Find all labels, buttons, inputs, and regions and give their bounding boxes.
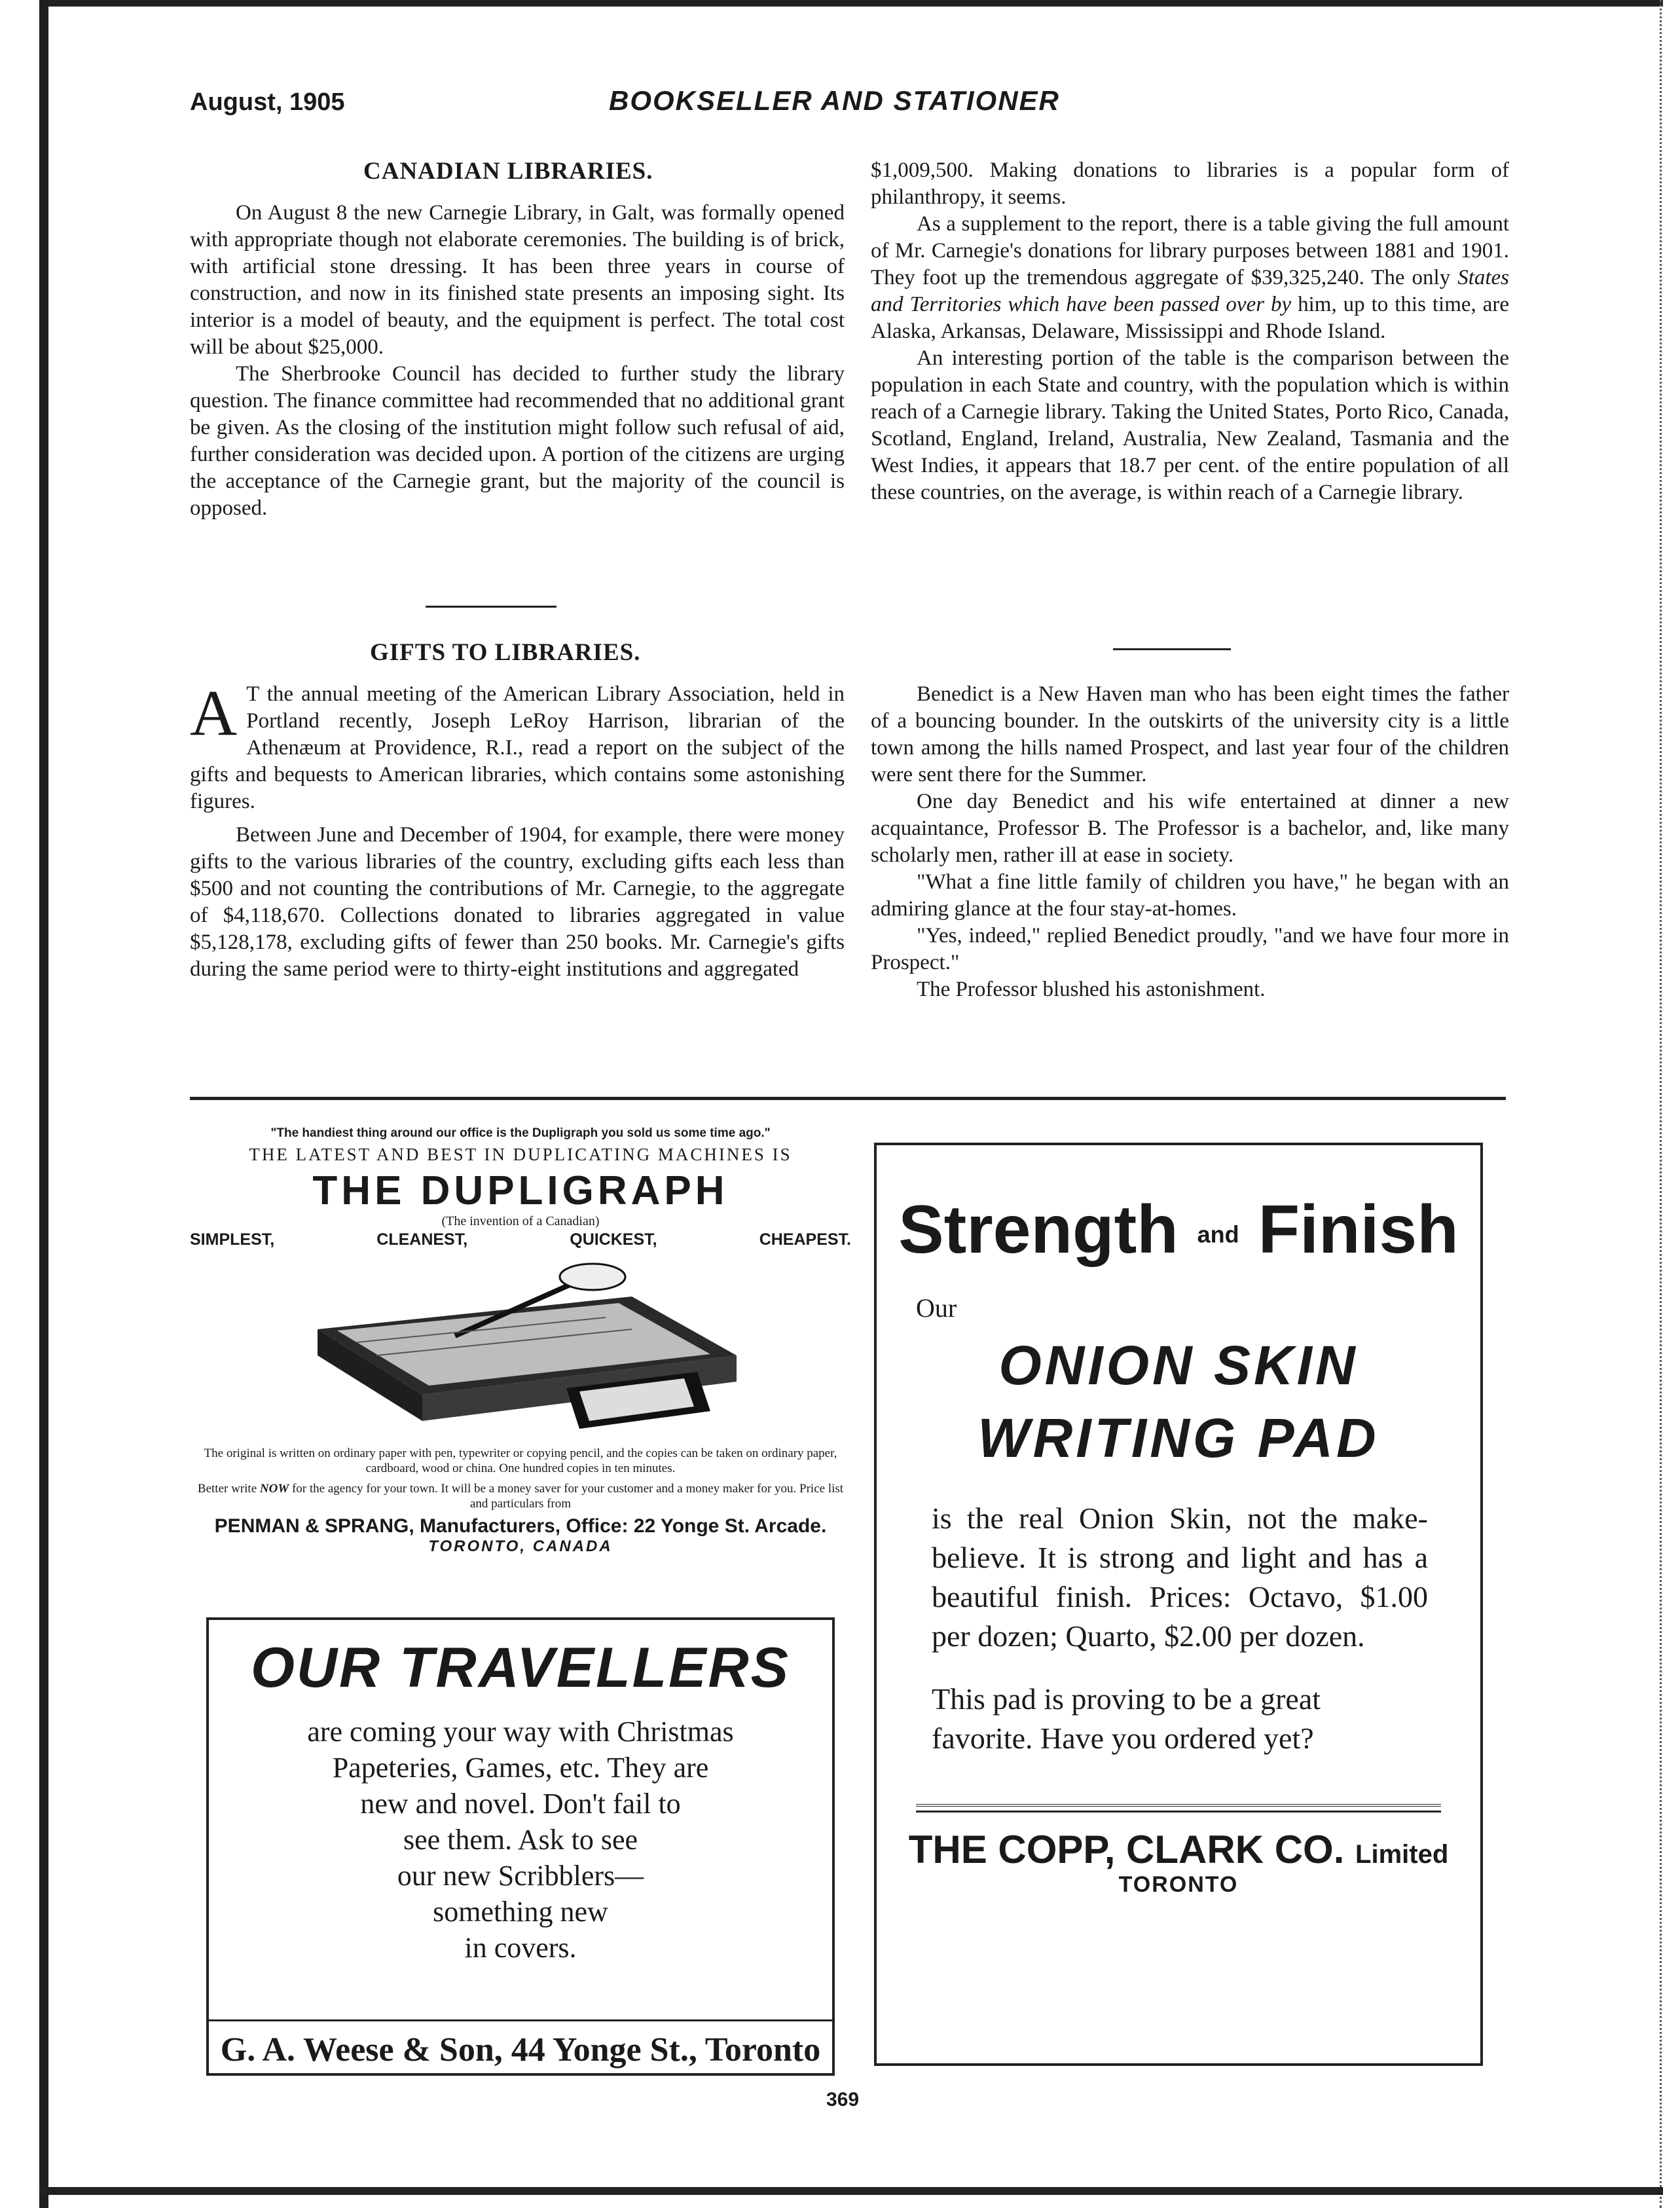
article-continued bbox=[871, 157, 1509, 506]
italic-text: States and Territories which have been passed over by bbox=[871, 266, 1510, 316]
duplicating-machine-illustration bbox=[291, 1257, 750, 1441]
paragraph-text: T the annual meeting of the American Library Association, held in Portland recently, Joseph LeRoy Harrison, librarian of the Athenæum at Providence, R.I., read a report on the subject of the gifts and bequests to American libraries, which contains some astonishing figures. bbox=[190, 682, 845, 813]
ad-rule bbox=[916, 1804, 1441, 1812]
paragraph: $1,009,500. Making donations to libraries is a popular form of philanthropy, it seems. bbox=[871, 158, 1509, 209]
paragraph bbox=[190, 676, 845, 815]
paragraph-text: him, up to this time, are Alaska, Arkansas, Delaware, Mississippi and Rhode Island. bbox=[871, 293, 1509, 343]
ad-subtitle: (The invention of a Canadian) bbox=[441, 1214, 600, 1228]
headline-word: Finish bbox=[1258, 1192, 1459, 1268]
ad-title: THE DUPLIGRAPH bbox=[312, 1168, 729, 1213]
ad-advertiser: G. A. Weese & Son, 44 Yonge St., Toronto bbox=[209, 2019, 832, 2069]
paragraph: Benedict is a New Haven man who has been eight times the father of a bouncing bounder. In the outskirts of the university city is a little town among the hills named Prospect, and last year four of the children were sent there for the Summer. bbox=[871, 682, 1509, 786]
ad-line: new and novel. Don't fail to bbox=[360, 1788, 681, 1820]
feature-word: CHEAPEST. bbox=[759, 1230, 851, 1249]
ad-line: Papeteries, Games, etc. They are bbox=[332, 1752, 709, 1784]
ad-line: are coming your way with Christmas bbox=[307, 1716, 734, 1748]
ad-description: The original is written on ordinary paper with pen, typewriter or copying pencil, and the copies can be taken on ordinary paper, cardboard, wood or china. One hundred copies in ten minutes. bbox=[204, 1446, 837, 1475]
ad-our-travellers bbox=[206, 1617, 835, 2076]
heading-gifts-to-libraries: GIFTS TO LIBRARIES. bbox=[370, 639, 641, 666]
ad-line: something new bbox=[433, 1896, 608, 1928]
ad-offer-text: for the agency for your town. It will be a money saver for your customer and a money maker for you. Price list and particulars from bbox=[291, 1482, 844, 1511]
article-gifts-to-libraries bbox=[190, 676, 845, 983]
ad-intro: Our bbox=[916, 1293, 957, 1323]
page-edge-left bbox=[39, 0, 48, 2208]
section-rule bbox=[426, 606, 557, 608]
ad-body bbox=[209, 1714, 832, 1966]
ad-features bbox=[190, 1230, 851, 1249]
section-rule bbox=[1113, 648, 1231, 650]
ad-headline bbox=[877, 1191, 1480, 1269]
ad-dupligraph bbox=[190, 1126, 851, 1556]
ad-company bbox=[877, 1827, 1480, 1872]
ad-manufacturer: PENMAN & SPRANG, Manufacturers, Office: 22 Yonge St. Arcade. bbox=[214, 1515, 827, 1537]
paragraph: "Yes, indeed," replied Benedict proudly, "and we have four more in Prospect." bbox=[871, 924, 1509, 974]
drop-cap: A bbox=[190, 676, 238, 749]
running-header-title: BOOKSELLER AND STATIONER bbox=[609, 85, 1060, 116]
page-edge-bottom bbox=[39, 2187, 1663, 2195]
advertisement-divider bbox=[190, 1097, 1506, 1100]
article-benedict bbox=[871, 681, 1509, 1003]
page-edge-top bbox=[39, 0, 1663, 7]
feature-word: QUICKEST, bbox=[570, 1230, 657, 1249]
page-number: 369 bbox=[826, 2089, 860, 2110]
paragraph: Between June and December of 1904, for example, there were money gifts to the various libraries of the country, excluding gifts each less than $500 and not counting the contributions of Mr. Carnegie, to the aggregate of $4,118,670. Collections donated to libraries aggregated in value $5,128,178, excluding gifts of fewer than 250 books. Mr. Carnegie's gifts during the same period were to thirty-eight institutions and aggregated bbox=[190, 823, 845, 981]
ad-body: This pad is proving to be a great favorite. Have you ordered yet? bbox=[932, 1682, 1321, 1755]
ad-line: in covers. bbox=[464, 1932, 577, 1964]
paragraph: One day Benedict and his wife entertained at dinner a new acquaintance, Professor B. The Professor is a bachelor, and, like many scholarly men, rather ill at ease in society. bbox=[871, 790, 1509, 867]
headline-word: Strength bbox=[898, 1192, 1178, 1268]
article-canadian-libraries bbox=[190, 200, 845, 522]
ad-offer-text: Better write bbox=[197, 1482, 257, 1496]
ad-body: is the real Onion Skin, not the make-believe. It is strong and light and has a beautiful finish. Prices: Octavo, $1.00 per dozen; Quarto, $2.00 per dozen. bbox=[932, 1501, 1428, 1653]
ad-line: our new Scribblers— bbox=[397, 1860, 644, 1892]
running-header-date: August, 1905 bbox=[190, 88, 345, 116]
ad-city: TORONTO bbox=[1118, 1872, 1239, 1897]
page-edge-right bbox=[1660, 0, 1662, 2208]
ad-quote: "The handiest thing around our office is the Dupligraph you sold us some time ago." bbox=[270, 1126, 771, 1140]
paragraph: "What a fine little family of children you have," he began with an admiring glance at the four stay-at-homes. bbox=[871, 870, 1509, 921]
paragraph: On August 8 the new Carnegie Library, in Galt, was formally opened with appropriate though not elaborate ceremonies. The building is of brick, with artificial stone dressing. It has been three years in course of construction, and now in its finished state presents an imposing sight. Its interior is a model of beauty, and the equipment is perfect. The total cost will be about $25,000. bbox=[190, 201, 845, 359]
paragraph-text: As a supplement to the report, there is a table giving the full amount of Mr. Carnegie's donations for library purposes between 1881 and 1901. They foot up the tremendous aggregate of $39,325,240. The only bbox=[871, 212, 1509, 289]
ad-offer-emphasis: NOW bbox=[259, 1482, 289, 1496]
ad-tagline: THE LATEST AND BEST IN DUPLICATING MACHINES IS bbox=[249, 1145, 792, 1164]
ad-title: OUR TRAVELLERS bbox=[251, 1636, 790, 1699]
ad-product-line1: ONION SKIN bbox=[998, 1334, 1359, 1396]
paragraph: The Professor blushed his astonishment. bbox=[917, 978, 1266, 1001]
ad-product-line2: WRITING PAD bbox=[977, 1407, 1379, 1469]
feature-word: SIMPLEST, bbox=[190, 1230, 275, 1249]
company-limited: Limited bbox=[1355, 1840, 1449, 1869]
paragraph: The Sherbrooke Council has decided to further study the library question. The finance committee had recommended that no additional grant be given. As the closing of the institution might follow such refusal of aid, further consideration was decided upon. A portion of the citizens are urging the acceptance of the Carnegie grant, but the majority of the council is opposed. bbox=[190, 362, 845, 520]
feature-word: CLEANEST, bbox=[376, 1230, 468, 1249]
paragraph bbox=[871, 211, 1509, 345]
headline-and: and bbox=[1197, 1221, 1239, 1248]
heading-canadian-libraries: CANADIAN LIBRARIES. bbox=[363, 158, 653, 185]
ad-copp-clark bbox=[874, 1143, 1483, 2066]
ad-offer bbox=[190, 1481, 851, 1511]
ad-line: see them. Ask to see bbox=[403, 1824, 638, 1856]
company-name: THE COPP, CLARK CO. bbox=[908, 1828, 1345, 1871]
ad-city: TORONTO, CANADA bbox=[428, 1537, 613, 1555]
paragraph: An interesting portion of the table is the comparison between the population in each State and country, with the population which is within reach of a Carnegie library. Taking the United States, Porto Rico, Canada, Scotland, England, Ireland, Australia, New Zealand, Tasmania and the West Indies, it appears that 18.7 per cent. of the entire population of all these countries, on the average, is within reach of a Carnegie library. bbox=[871, 346, 1509, 504]
